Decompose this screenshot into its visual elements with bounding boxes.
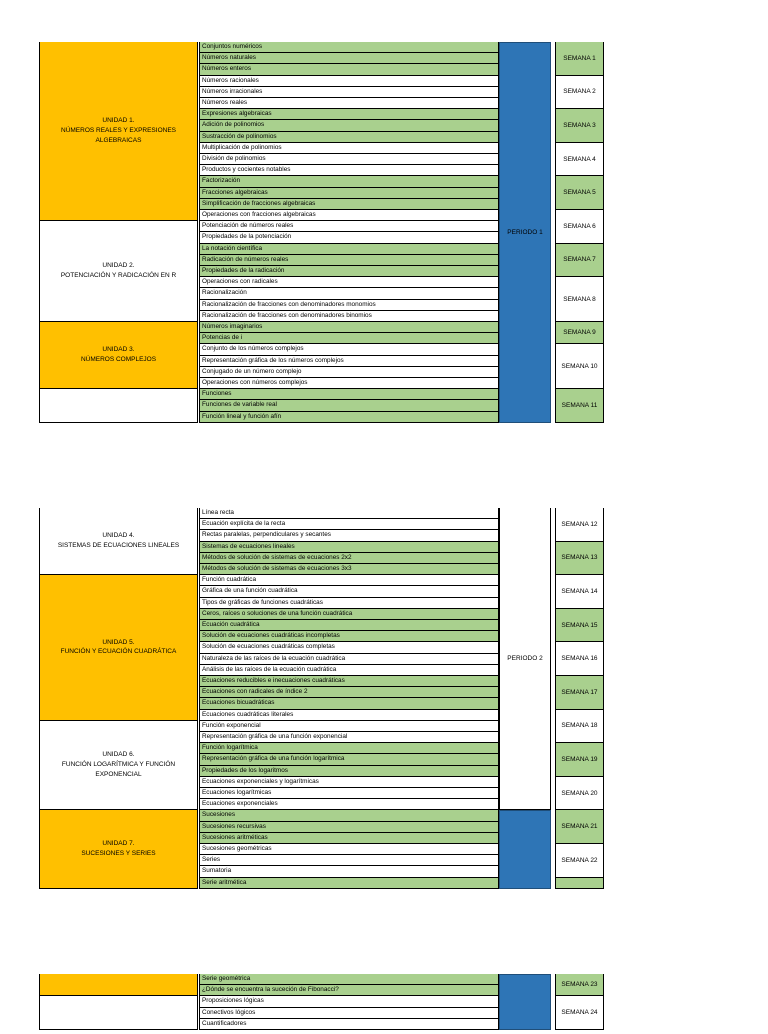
topic-row: Ecuaciones reducibles e inecuaciones cuadráticas [199,676,499,687]
topic-row: División de polinomios [199,154,499,165]
topic-row: Propiedades de la potenciación [199,232,499,243]
unit-cell [39,721,198,811]
topic-row: Cuantificadores [199,1019,499,1030]
topic-row: Números imaginarios [199,322,499,333]
period-cell: PERIODO 1 [499,42,551,423]
topic-row: Números irracionales [199,87,499,98]
unit-line2: SISTEMAS DE ECUACIONES LINEALES [57,542,180,550]
topic-row: La notación científica [199,244,499,255]
topic-row: Radicación de números reales [199,255,499,266]
topic-row: Racionalización de fracciones con denominadores binomios [199,311,499,322]
topic-row: Ecuación cuadrática [199,620,499,631]
topic-row: Serie aritmética [199,878,499,889]
week-cell: SEMANA 1 [555,42,604,76]
week-cell: SEMANA 5 [555,176,604,210]
topic-row: Propiedades de la radicación [199,266,499,277]
topic-row: Series [199,855,499,866]
topic-row: Función exponencial [199,721,499,732]
units-column [39,974,199,1034]
topic-row: Racionalización [199,288,499,299]
topic-row: Sucesiones geométricas [199,844,499,855]
topic-row: Ecuaciones con radicales de índice 2 [199,687,499,698]
topic-row: Números enteros [199,64,499,75]
week-cell: SEMANA 20 [555,777,604,811]
week-cell: SEMANA 11 [555,389,604,423]
topic-row: Funciones de variable real [199,400,499,411]
topic-row: Naturaleza de las raíces de la ecuación cuadrática [199,654,499,665]
topic-row: Propiedades de los logaritmos [199,766,499,777]
topics-column [199,508,499,884]
week-cell: SEMANA 9 [555,322,604,344]
topic-row: Ecuación explícita de la recta [199,519,499,530]
topic-row: Operaciones con radicales [199,277,499,288]
topic-row: Productos y cocientes notables [199,165,499,176]
week-cell: SEMANA 7 [555,244,604,278]
unit-cell [39,996,198,1030]
topic-row: Representación gráfica de una función logarítmica [199,754,499,765]
unit-line2: FUNCIÓN Y ECUACIÓN CUADRÁTICA [60,648,177,656]
week-cell: SEMANA 19 [555,743,604,777]
topic-row: Sistemas de ecuaciones lineales [199,542,499,553]
units-column [39,508,199,884]
topic-row: Proposiciones lógicas [199,996,499,1007]
topic-row: Números racionales [199,76,499,87]
week-cell: SEMANA 16 [555,642,604,676]
topic-row: Representación gráfica de una función exponencial [199,732,499,743]
topic-row: Potencias de i [199,333,499,344]
week-cell: SEMANA 24 [555,996,604,1030]
unit-line3: EXPONENCIAL [95,770,142,778]
unit-line2: NÚMEROS REALES Y EXPRESIONES [61,127,176,135]
unit-cell [39,389,198,423]
unit-line1: UNIDAD 6. [102,751,135,759]
unit-line1: UNIDAD 4. [102,532,135,540]
topic-row: Fracciones algebraicas [199,188,499,199]
topic-row: Ceros, raíces o soluciones de una función cuadrática [199,609,499,620]
topic-row: Ecuaciones logarítmicas [199,788,499,799]
unit-line1: UNIDAD 7. [102,840,135,848]
weeks-column [555,42,604,418]
topic-row: Números reales [199,98,499,109]
topic-row: Operaciones con fracciones algebraicas [199,210,499,221]
topic-row: Función lineal y función afín [199,412,499,423]
topic-row: Conjugado de un número complejo [199,367,499,378]
topic-row: Funciones [199,389,499,400]
week-cell: SEMANA 8 [555,277,604,322]
topic-row: Sustracción de polinomios [199,132,499,143]
unit-cell [39,974,198,996]
topic-row: Rectas paralelas, perpendiculares y secantes [199,530,499,541]
unit-line2: POTENCIACIÓN Y RADICACIÓN EN R [60,272,177,280]
topic-row: Operaciones con números complejos [199,378,499,389]
topic-row: Serie geométrica [199,974,499,985]
unit-cell [39,221,198,322]
period-cell [499,810,551,888]
week-cell: SEMANA 12 [555,508,604,542]
topic-row: Conjuntos numéricos [199,42,499,53]
topic-row: Sumatoria [199,866,499,877]
topic-row: Conectivos lógicos [199,1008,499,1019]
week-cell: SEMANA 2 [555,76,604,110]
unit-cell [39,42,198,221]
unit-line2: SUCESIONES Y SERIES [81,850,156,858]
topic-row: Ecuaciones cuadráticas literales [199,710,499,721]
topic-row: Racionalización de fracciones con denominadores monomios [199,300,499,311]
weeks-column [555,508,604,884]
topic-row: Multiplicación de polinomios [199,143,499,154]
topic-row: Sucesiones aritméticas [199,833,499,844]
topic-row: Potenciación de números reales [199,221,499,232]
unit-cell [39,810,198,888]
unit-line1: UNIDAD 5. [102,638,135,646]
week-cell: SEMANA 10 [555,344,604,389]
unit-cell [39,575,198,721]
topic-row: Solución de ecuaciones cuadráticas incompletas [199,631,499,642]
topic-row: Ecuaciones exponenciales [199,799,499,810]
week-cell: SEMANA 13 [555,542,604,576]
unit-line3: ALGEBRAICAS [95,136,142,144]
week-cell: SEMANA 14 [555,575,604,609]
topic-row: Función logarítmica [199,743,499,754]
unit-line1: UNIDAD 1. [102,117,135,125]
topic-row: Sucesiones [199,810,499,821]
topic-row: Adición de polinomios [199,120,499,131]
period-column [499,974,551,1034]
unit-line1: UNIDAD 3. [102,346,135,354]
topic-row: Métodos de solución de sistemas de ecuaciones 3x3 [199,564,499,575]
period-cell: PERIODO 2 [499,508,551,810]
week-cell: SEMANA 6 [555,210,604,244]
unit-line2: NÚMEROS COMPLEJOS [80,356,157,364]
topics-column [199,42,499,418]
topic-row: Solución de ecuaciones cuadráticas completas [199,642,499,653]
topic-row: Factorización [199,176,499,187]
week-cell: SEMANA 18 [555,710,604,744]
topic-row: ¿Dónde se encuentra la suceción de Fibonacci? [199,985,499,996]
topic-row: Números naturales [199,53,499,64]
topic-row: Sucesiones recursivas [199,822,499,833]
unit-cell [39,508,198,575]
week-cell [555,878,604,889]
week-cell: SEMANA 21 [555,810,604,844]
week-cell: SEMANA 22 [555,844,604,878]
topic-row: Ecuaciones bicuadráticas [199,698,499,709]
topic-row: Expresiones algebraicas [199,109,499,120]
topics-column [199,974,499,1034]
topic-row: Representación gráfica de los números complejos [199,356,499,367]
topic-row: Línea recta [199,508,499,519]
topic-row: Ecuaciones exponenciales y logarítmicas [199,777,499,788]
unit-line1: UNIDAD 2. [102,262,135,270]
period-column [499,508,551,884]
period-column [499,42,551,418]
unit-cell [39,322,198,389]
week-cell: SEMANA 17 [555,676,604,710]
week-cell: SEMANA 4 [555,143,604,177]
week-cell: SEMANA 15 [555,609,604,643]
unit-line2: FUNCIÓN LOGARÍTMICA Y FUNCIÓN [61,761,176,769]
topic-row: Simplificación de fracciones algebraicas [199,199,499,210]
topic-row: Conjunto de los números complejos [199,344,499,355]
weeks-column [555,974,604,1034]
period-cell [499,974,551,1030]
topic-row: Análisis de las raíces de la ecuación cuadrática [199,665,499,676]
topic-row: Métodos de solución de sistemas de ecuaciones 2x2 [199,553,499,564]
topic-row: Gráfica de una función cuadrática [199,586,499,597]
week-cell: SEMANA 3 [555,109,604,143]
week-cell: SEMANA 23 [555,974,604,996]
units-column [39,42,199,418]
topic-row: Tipos de gráficas de funciones cuadráticas [199,598,499,609]
topic-row: Función cuadrática [199,575,499,586]
